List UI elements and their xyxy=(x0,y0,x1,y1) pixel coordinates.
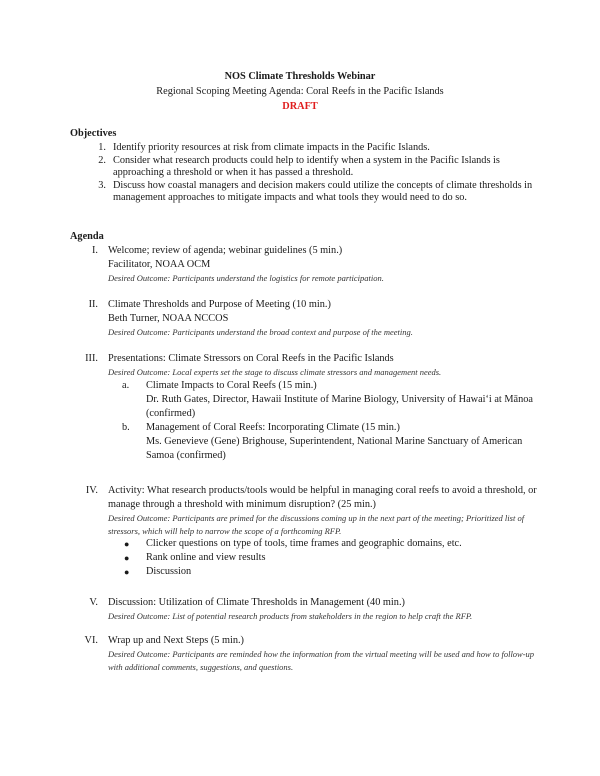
subitem xyxy=(122,379,540,421)
objective-number: 1. xyxy=(98,142,106,153)
agenda-section-6 xyxy=(70,634,540,673)
section-title: Discussion: Utilization of Climate Thresholds in Management (40 min.) xyxy=(108,597,405,608)
subitem-title: Management of Coral Reefs: Incorporating Climate (15 min.) xyxy=(146,421,400,433)
section-title: Wrap up and Next Steps (5 min.) xyxy=(108,635,244,646)
agenda-section-3 xyxy=(70,352,540,463)
section-numeral: VI. xyxy=(84,635,98,646)
bullet-text: Discussion xyxy=(146,566,192,577)
section-numeral: III. xyxy=(85,353,98,364)
agenda-section-4 xyxy=(70,484,540,579)
subitem-title: Climate Impacts to Coral Reefs (15 min.) xyxy=(146,379,317,391)
objective-item xyxy=(70,155,540,180)
section-title: Presentations: Climate Stressors on Coral Reefs in the Pacific Islands xyxy=(108,353,394,364)
section-outcome: Desired Outcome: Participants are reminded how the information from the virtual meeting will be used and how to follow-up with additional comments, suggestions, and questions. xyxy=(108,649,535,672)
section-numeral: II. xyxy=(88,299,98,310)
bullet-item xyxy=(124,551,540,565)
bullet-text: Clicker questions on type of tools, time frames and geographic domains, etc. xyxy=(146,538,462,549)
section-outcome: Desired Outcome: Participants understand the logistics for remote participation. xyxy=(108,273,384,283)
section-outcome: Desired Outcome: List of potential research products from stakeholders in the region to help craft the RFP. xyxy=(108,611,473,621)
objective-number: 3. xyxy=(98,179,106,191)
subitem-mark: b. xyxy=(122,421,130,433)
section-speaker: Beth Turner, NOAA NCCOS xyxy=(108,313,229,324)
section-title: Welcome; review of agenda; webinar guidelines (5 min.) xyxy=(108,245,343,256)
objective-text: Consider what research products could help to identify when a system in the Pacific Islands is approaching a threshold or when it has passed a threshold. xyxy=(113,154,500,178)
subitem-detail: Ms. Genevieve (Gene) Brighouse, Superintendent, National Marine Sanctuary of American Samoa (confirmed) xyxy=(146,435,523,461)
objective-item xyxy=(70,180,540,205)
objectives-heading: Objectives xyxy=(70,128,117,139)
bullet-icon: ● xyxy=(124,539,130,549)
section-outcome: Desired Outcome: Participants understand the broad context and purpose of the meeting. xyxy=(108,327,413,337)
document-subtitle: Regional Scoping Meeting Agenda: Coral Reefs in the Pacific Islands xyxy=(156,86,444,97)
bullet-item xyxy=(124,565,540,579)
bullet-icon: ● xyxy=(124,567,130,577)
objective-number: 2. xyxy=(98,154,106,166)
section-title: Activity: What research products/tools would be helpful in managing coral reefs to avoid a threshold, or manage through a threshold with minimum disruption? (25 min.) xyxy=(108,485,537,510)
section-outcome: Desired Outcome: Participants are primed for the discussions coming up in the next part of the meeting; Prioritized list of stressors, which will help to narrow the scope of a forthcoming RFP. xyxy=(108,513,525,536)
section-speaker: Facilitator, NOAA OCM xyxy=(108,259,211,270)
objective-text: Identify priority resources at risk from climate impacts in the Pacific Islands. xyxy=(113,142,430,153)
section-title: Climate Thresholds and Purpose of Meeting (10 min.) xyxy=(108,299,331,310)
subitem-detail: Dr. Ruth Gates, Director, Hawaii Institute of Marine Biology, University of Hawaiʻi at Mānoa (confirmed) xyxy=(146,393,533,419)
draft-label: DRAFT xyxy=(282,101,318,112)
section-outcome: Desired Outcome: Local experts set the stage to discuss climate stressors and management needs. xyxy=(108,367,442,377)
document-title: NOS Climate Thresholds Webinar xyxy=(224,71,376,82)
agenda-section-5 xyxy=(70,596,540,623)
subitem-mark: a. xyxy=(122,379,130,391)
subitem xyxy=(122,421,540,463)
objectives-list xyxy=(70,142,540,205)
bullet-text: Rank online and view results xyxy=(146,552,266,563)
objective-item xyxy=(70,142,540,155)
agenda-section-1 xyxy=(70,244,540,285)
section-numeral: IV. xyxy=(85,485,98,496)
agenda-heading: Agenda xyxy=(70,231,104,242)
agenda-section-2 xyxy=(70,298,540,339)
section-numeral: V. xyxy=(89,597,98,608)
bullet-icon: ● xyxy=(124,553,130,563)
section-numeral: I. xyxy=(91,245,98,256)
objective-text: Discuss how coastal managers and decision makers could utilize the concepts of climate thresholds in management approaches to mitigate impacts and what tools they would need to do so. xyxy=(113,179,533,203)
document-header xyxy=(0,69,600,114)
bullet-item xyxy=(124,537,540,551)
